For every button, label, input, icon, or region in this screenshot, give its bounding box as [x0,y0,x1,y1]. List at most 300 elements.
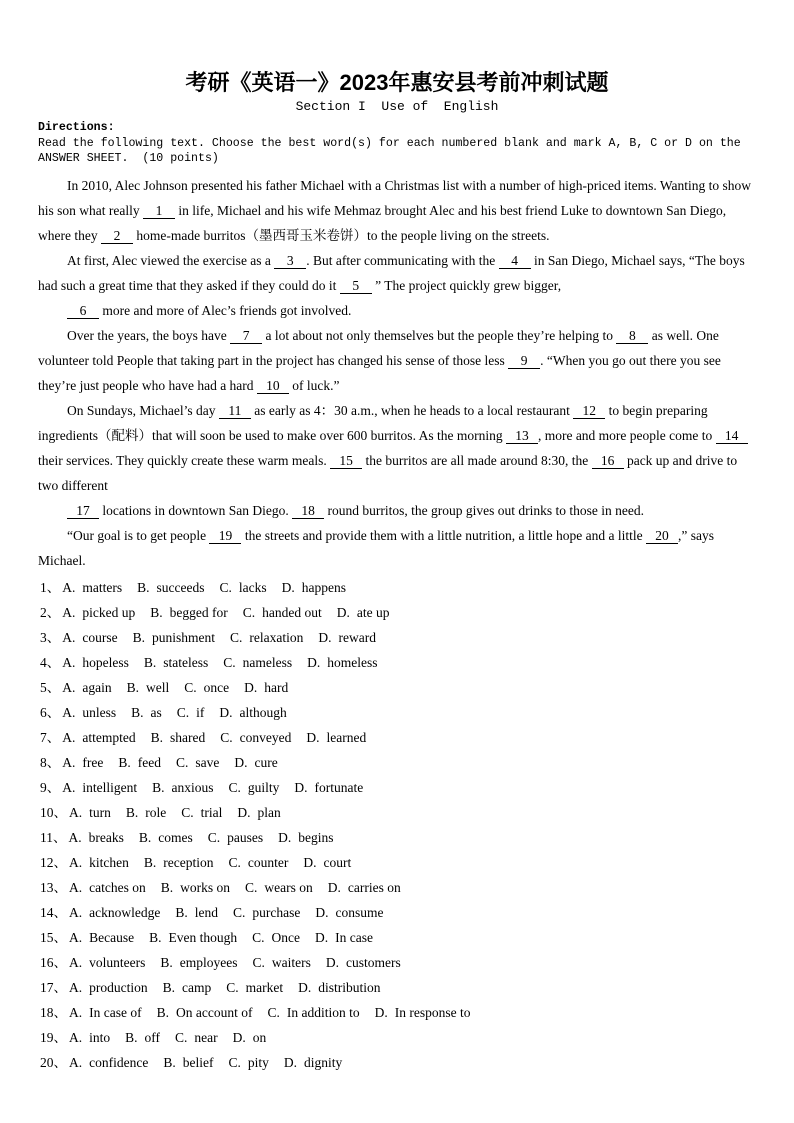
question-15-option-c [252,930,300,945]
passage-text: the streets and provide them with a little nutrition, a little hope and a little [241,527,646,543]
question-13 [40,875,756,900]
cloze-blank-18: 18 [292,503,324,519]
option-label: A. [62,704,76,720]
option-text: reception [163,854,214,870]
question-16-option-c [253,955,311,970]
option-text: waiters [271,954,311,970]
question-18-option-b [157,1005,253,1020]
option-text: pauses [227,829,264,845]
option-label: C. [230,629,243,645]
question-11-option-c [208,830,263,845]
question-11-option-d [278,830,333,845]
option-label: C. [226,979,239,995]
option-label: D. [327,879,341,895]
question-14-option-a [69,905,160,920]
question-7 [40,725,756,750]
passage-text: a lot about not only themselves but the people they’re helping to [262,327,617,343]
directions-block [38,120,756,167]
question-6-option-b [131,705,162,720]
option-label: B. [150,729,163,745]
option-label: B. [163,1054,176,1070]
option-text: kitchen [89,854,129,870]
question-18-option-d [375,1005,471,1020]
option-text: course [82,629,118,645]
question-5-option-c [184,680,229,695]
cloze-blank-17: 17 [67,503,99,519]
passage-paragraph-6 [38,498,756,523]
passage-text: In 2010, Alec Johnson presented his father Michael with a Christmas list with a number of high-priced items. Wanting to show his son what really [38,177,752,218]
option-label: C. [252,954,265,970]
option-text: fortunate [314,779,364,795]
cloze-blank-7: 7 [230,328,262,344]
option-text: purchase [252,904,301,920]
question-13-option-a [69,880,146,895]
cloze-blank-3: 3 [274,253,306,269]
question-number: 10、 [40,804,67,820]
question-number: 17、 [40,979,67,995]
question-9-option-a [62,780,137,795]
option-text: free [82,754,104,770]
passage-text: their services. They quickly create these warm meals. [38,452,331,468]
passage-text: locations in downtown San Diego. [99,502,293,518]
option-label: B. [125,804,139,820]
passage-text: in life, Michael and his wife Mehmaz brought Alec and his best friend Luke to downtown San Diego, where they [38,202,727,243]
option-text: volunteers [89,954,146,970]
passage-text: At first, Alec viewed the exercise as a [67,252,275,268]
option-text: carries on [347,879,401,895]
question-number: 15、 [40,929,67,945]
option-label: A. [69,904,83,920]
question-1-option-c [220,580,267,595]
option-text: stateless [163,654,209,670]
question-9 [40,775,756,800]
question-10-option-d [237,805,280,820]
question-5 [40,675,756,700]
question-14-option-c [233,905,300,920]
question-12-option-d [303,855,351,870]
passage-paragraph-7 [38,523,756,573]
option-text: trial [200,804,223,820]
cloze-blank-19: 19 [209,528,241,544]
question-number: 13、 [40,879,67,895]
cloze-passage [38,173,756,573]
option-label: A. [69,954,83,970]
question-14 [40,900,756,925]
question-6-option-a [62,705,116,720]
option-text: hopeless [82,654,129,670]
option-text: Because [89,929,135,945]
option-text: matters [82,579,123,595]
question-19-option-d [233,1030,267,1045]
option-text: off [144,1029,161,1045]
passage-text: home-made burritos（墨西哥玉米卷饼）to the people living on the streets. [132,227,550,243]
option-text: On account of [176,1004,253,1020]
question-number: 12、 [40,854,67,870]
option-text: confidence [89,1054,149,1070]
option-label: A. [62,679,76,695]
option-text: catches on [89,879,146,895]
option-text: In case of [89,1004,142,1020]
question-number: 8、 [40,754,61,770]
option-text: wears on [264,879,313,895]
option-label: A. [69,979,83,995]
question-17-option-c [226,980,283,995]
question-11-option-a [69,830,124,845]
question-2-option-d [337,605,390,620]
question-17-option-d [298,980,380,995]
cloze-blank-4: 4 [499,253,531,269]
question-number: 4、 [40,654,61,670]
option-label: A. [62,604,76,620]
cloze-blank-2: 2 [101,228,133,244]
question-7-option-d [306,730,366,745]
option-label: D. [303,854,317,870]
option-text: breaks [88,829,124,845]
option-text: anxious [171,779,214,795]
option-label: A. [62,579,76,595]
question-1 [40,575,756,600]
option-text: homeless [327,654,378,670]
question-18 [40,1000,756,1025]
question-12 [40,850,756,875]
option-text: learned [326,729,367,745]
option-label: A. [68,829,82,845]
option-label: B. [125,1029,138,1045]
cloze-blank-1: 1 [143,203,175,219]
cloze-blank-10: 10 [257,378,289,394]
question-16-option-a [69,955,145,970]
option-label: B. [160,879,174,895]
option-label: A. [69,929,83,945]
option-text: picked up [82,604,136,620]
option-label: C. [252,929,265,945]
question-13-option-d [328,880,401,895]
question-6-option-d [219,705,286,720]
option-text: feed [137,754,161,770]
question-number: 18、 [40,1004,67,1020]
cloze-blank-14: 14 [716,428,748,444]
cloze-blank-11: 11 [219,403,251,419]
option-label: D. [278,829,292,845]
option-text: if [196,704,205,720]
question-7-option-a [62,730,135,745]
question-number: 16、 [40,954,67,970]
question-19-option-a [69,1030,110,1045]
option-text: handed out [262,604,322,620]
question-14-option-b [175,905,218,920]
option-label: C. [175,754,189,770]
question-20 [40,1050,756,1075]
question-11-option-b [139,830,193,845]
question-1-option-b [137,580,204,595]
option-label: A. [69,804,83,820]
question-number: 14、 [40,904,67,920]
option-text: reward [338,629,376,645]
option-text: intelligent [82,779,138,795]
question-list [40,575,756,1075]
directions-label: Directions: [38,121,115,134]
question-3-option-a [62,630,117,645]
option-label: B. [132,629,145,645]
option-text: begins [298,829,334,845]
option-text: relaxation [249,629,304,645]
option-text: counter [247,854,289,870]
question-16-option-b [160,955,237,970]
question-3-option-b [133,630,215,645]
option-label: C. [245,879,258,895]
question-9-option-b [152,780,213,795]
option-text: In case [335,929,373,945]
option-text: employees [179,954,238,970]
option-label: D. [283,1054,297,1070]
option-text: lend [194,904,218,920]
option-text: as [150,704,162,720]
option-label: B. [137,579,150,595]
question-9-option-d [294,780,363,795]
question-2-option-b [150,605,228,620]
question-5-option-b [127,680,170,695]
question-16-option-d [326,955,401,970]
option-text: unless [82,704,117,720]
option-text: dignity [304,1054,343,1070]
option-text: on [252,1029,267,1045]
question-3-option-d [318,630,376,645]
passage-paragraph-4 [38,323,756,398]
option-text: customers [346,954,401,970]
question-15-option-d [315,930,373,945]
option-label: C. [175,1029,188,1045]
question-19-option-b [125,1030,160,1045]
option-label: D. [281,579,295,595]
option-text: into [89,1029,111,1045]
question-15-option-b [149,930,237,945]
question-2 [40,600,756,625]
passage-text: pack up and drive to two different [38,452,738,493]
option-text: Once [271,929,300,945]
cloze-blank-8: 8 [616,328,648,344]
option-text: hard [264,679,289,695]
option-text: again [82,679,112,695]
question-7-option-b [151,730,206,745]
option-text: begged for [169,604,228,620]
option-label: C. [228,1054,241,1070]
option-label: B. [143,654,157,670]
cloze-blank-9: 9 [508,353,540,369]
option-label: C. [220,729,233,745]
section-heading: Section I Use of English [295,99,499,114]
question-4-option-a [62,655,129,670]
option-label: C. [232,904,246,920]
option-text: belief [182,1054,214,1070]
option-label: C. [181,804,194,820]
option-text: distribution [318,979,381,995]
option-text: attempted [82,729,136,745]
question-10-option-b [126,805,166,820]
option-text: near [194,1029,218,1045]
question-20-option-a [69,1055,148,1070]
question-15-option-a [69,930,134,945]
option-text: production [89,979,148,995]
option-text: court [323,854,352,870]
question-4-option-c [223,655,292,670]
option-text: comes [158,829,193,845]
question-5-option-a [62,680,111,695]
question-12-option-b [144,855,214,870]
option-text: although [239,704,287,720]
passage-text: . But after communicating with the [306,252,499,268]
option-label: B. [162,979,176,995]
question-6 [40,700,756,725]
option-label: D. [219,704,233,720]
option-label: D. [298,979,312,995]
option-label: D. [374,1004,388,1020]
question-4 [40,650,756,675]
option-label: D. [318,629,332,645]
page-title: 考研《英语一》2023年惠安县考前冲刺试题 [185,70,609,95]
question-17-option-b [163,980,212,995]
option-text: guilty [247,779,280,795]
cloze-blank-16: 16 [592,453,624,469]
question-number: 6、 [40,704,61,720]
option-text: shared [170,729,206,745]
option-label: B. [175,904,188,920]
directions-text-line-1: Read the following text. Choose the best word(s) for each numbered blank and mark A, B, C or D on the [38,136,741,150]
option-label: A. [69,854,83,870]
passage-text: round burritos, the group gives out drinks to those in need. [324,502,644,518]
option-label: B. [150,604,163,620]
passage-text: in San Diego, Michael says, “The boys had such a great time that they asked if they could do it [38,252,745,293]
question-16 [40,950,756,975]
question-4-option-d [307,655,377,670]
question-3-option-c [230,630,303,645]
question-9-option-c [229,780,280,795]
passage-text: as early as 4：30 a.m., when he heads to a local restaurant [250,402,574,418]
option-text: cure [254,754,278,770]
question-1-option-d [282,580,346,595]
passage-paragraph-3 [38,298,756,323]
question-number: 2、 [40,604,61,620]
question-3 [40,625,756,650]
question-number: 3、 [40,629,61,645]
option-label: A. [62,729,76,745]
question-19 [40,1025,756,1050]
option-text: works on [180,879,230,895]
option-text: acknowledge [89,904,161,920]
option-label: D. [315,904,329,920]
option-text: happens [301,579,347,595]
option-label: B. [131,704,144,720]
option-label: B. [152,779,165,795]
passage-text: “Our goal is to get people [67,527,210,543]
option-label: A. [62,629,76,645]
option-text: camp [182,979,212,995]
passage-paragraph-5 [38,398,756,498]
question-2-option-a [62,605,135,620]
question-12-option-a [69,855,129,870]
option-text: ate up [356,604,390,620]
passage-text: of luck.” [288,377,340,393]
option-text: turn [89,804,111,820]
option-label: A. [69,1004,83,1020]
question-2-option-c [243,605,322,620]
question-8-option-b [118,755,161,770]
question-4-option-b [144,655,208,670]
cloze-blank-5: 5 [340,278,372,294]
option-label: B. [160,954,173,970]
question-17 [40,975,756,1000]
question-18-option-a [69,1005,142,1020]
passage-text: On Sundays, Michael’s day [67,402,219,418]
question-8 [40,750,756,775]
option-label: A. [69,879,83,895]
option-text: Even though [168,929,238,945]
option-text: well [146,679,170,695]
option-text: nameless [242,654,293,670]
option-text: In addition to [286,1004,360,1020]
option-label: C. [223,654,236,670]
option-label: A. [69,1029,83,1045]
question-10 [40,800,756,825]
question-number: 19、 [40,1029,67,1045]
passage-text: ,” says Michael. [38,527,714,568]
question-6-option-c [177,705,205,720]
cloze-blank-13: 13 [506,428,538,444]
question-18-option-c [267,1005,359,1020]
option-text: role [145,804,167,820]
option-text: plan [257,804,281,820]
option-label: D. [307,654,321,670]
cloze-blank-12: 12 [573,403,605,419]
option-label: A. [62,754,76,770]
option-label: B. [156,1004,169,1020]
passage-text: as well. One volunteer told People that taking part in the project has changed his sense of those less [38,327,719,368]
question-11 [40,825,756,850]
option-label: D. [232,1029,246,1045]
passage-text: to begin preparing ingredients（配料）that will soon be used to make over 600 burritos. As the morning [38,402,708,443]
option-label: B. [149,929,162,945]
option-label: C. [228,854,241,870]
cloze-blank-20: 20 [646,528,678,544]
option-text: pity [247,1054,269,1070]
option-label: C. [228,779,241,795]
passage-text: the burritos are all made around 8:30, the [362,452,592,468]
passage-paragraph-2 [38,248,756,298]
option-label: D. [336,604,350,620]
option-text: once [203,679,230,695]
option-text: conveyed [239,729,292,745]
passage-text: ” The project quickly grew bigger, [371,277,562,293]
option-label: A. [62,654,76,670]
option-label: D. [315,929,329,945]
option-text: consume [335,904,384,920]
question-13-option-c [245,880,313,895]
option-label: C. [219,579,232,595]
option-label: C. [267,1004,280,1020]
cloze-blank-15: 15 [330,453,362,469]
option-label: A. [69,1054,83,1070]
question-10-option-c [181,805,222,820]
question-number: 20、 [40,1054,67,1070]
option-label: D. [325,954,339,970]
question-1-option-a [62,580,122,595]
option-text: punishment [152,629,215,645]
option-label: B. [143,854,157,870]
option-label: C. [242,604,256,620]
option-label: C. [207,829,221,845]
directions-text-line-2: ANSWER SHEET. (10 points) [38,152,219,165]
question-8-option-c [176,755,219,770]
passage-text: Over the years, the boys have [67,327,231,343]
